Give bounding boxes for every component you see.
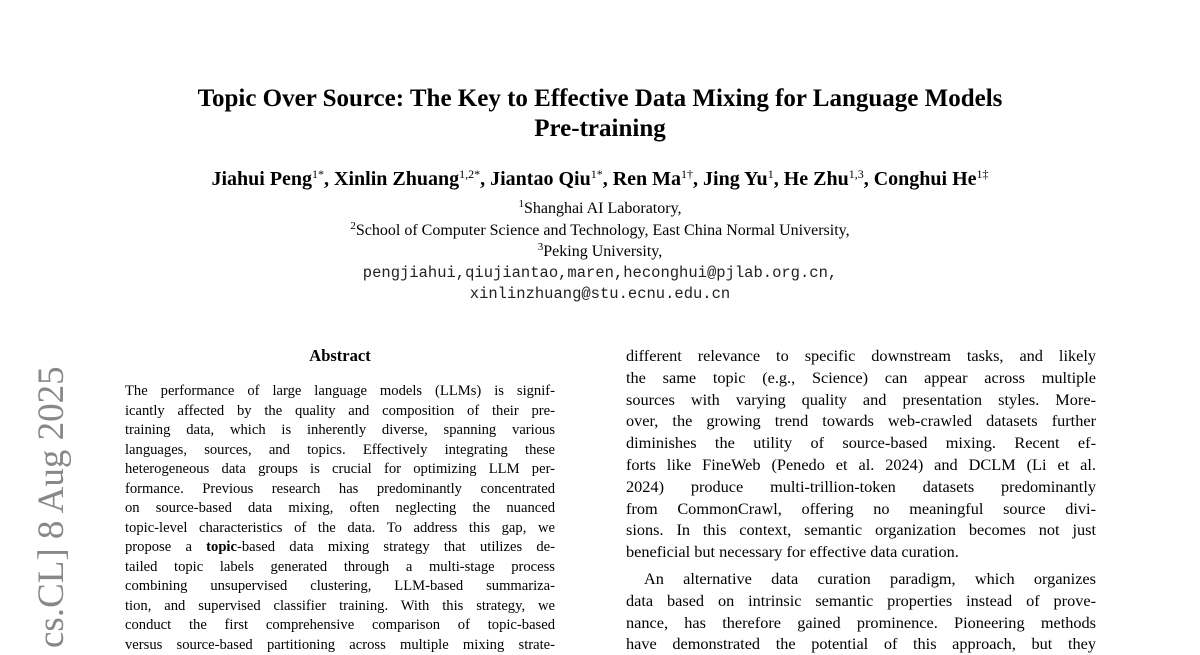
text-line: data based on intrinsic semantic properties instead of prove- xyxy=(626,590,1096,612)
email-line-2[interactable]: xinlinzhuang@stu.ecnu.edu.cn xyxy=(150,284,1050,306)
text-line: languages, sources, and topics. Effectively integrating these xyxy=(125,441,555,461)
text-line: on source-based data mixing, often neglecting the nuanced xyxy=(125,499,555,519)
text-line: from CommonCrawl, offering no meaningful source divi- xyxy=(626,498,1096,520)
text-line: tailed topic labels generated through a multi-stage process xyxy=(125,558,555,578)
text-line: An alternative data curation paradigm, which organizes xyxy=(626,568,1096,590)
text-line: diminishes the utility of source-based mixing. Recent ef- xyxy=(626,432,1096,454)
text-line: sources with varying quality and presentation styles. More- xyxy=(626,389,1096,411)
text-line: the same topic (e.g., Science) can appear across multiple xyxy=(626,367,1096,389)
author-affil-mark: 1‡ xyxy=(977,167,989,181)
author-name: Jiahui Peng xyxy=(211,168,312,190)
affiliation-2: $^2$School of Computer Science and Technology, East China Normal University, xyxy=(150,220,1050,242)
text-line: sions. In this context, semantic organization becomes not just xyxy=(626,519,1096,541)
text-line: have demonstrated the potential of this approach, but they xyxy=(626,633,1096,655)
text-line: icantly affected by the quality and composition of their pre- xyxy=(125,402,555,422)
abstract-body xyxy=(125,382,555,655)
text-line: beneficial but necessary for effective data curation. xyxy=(626,541,1096,563)
text-line: forts like FineWeb (Penedo et al. 2024) and DCLM (Li et al. xyxy=(626,454,1096,476)
author-affil-mark: 1* xyxy=(312,167,324,181)
title-line-1: Topic Over Source: The Key to Effective Data Mixing for Language Models xyxy=(100,84,1100,114)
title-line-2: Pre-training xyxy=(100,114,1100,144)
text-line: versus source-based partitioning across multiple mixing strate- xyxy=(125,636,555,655)
author-name: Jing Yu xyxy=(703,168,768,190)
text-line: combining unsupervised clustering, LLM-based summariza- xyxy=(125,577,555,597)
author-name: Conghui He xyxy=(874,168,977,190)
affiliation-3: $^3$Peking University, xyxy=(150,241,1050,263)
body-right-column xyxy=(626,345,1096,655)
affiliation-1: $^1$Shanghai AI Laboratory, xyxy=(150,198,1050,220)
author-name: Ren Ma xyxy=(613,168,681,190)
text-line: The performance of large language models (LLMs) is signif- xyxy=(125,382,555,402)
text-line: training data, which is inherently diverse, spanning various xyxy=(125,421,555,441)
affiliations xyxy=(150,198,1050,306)
text-line: tion, and supervised classifier training. With this strategy, we xyxy=(125,597,555,617)
author-list: Jiahui Peng$^{1*}$, Xinlin Zhuang$^{1,2*}$, Jiantao Qiu$^{1*}$, Ren $Ma^{1\dagger}$, Jing Yu$^1$, He Zhu$^{1,3}$, Conghui $He^{1\ddagger}$ xyxy=(60,166,1140,192)
author-affil-mark: 1,2* xyxy=(459,167,480,181)
text-line: conduct the first comprehensive comparison of topic-based xyxy=(125,616,555,636)
text-line: formance. Previous research has predominantly concentrated xyxy=(125,480,555,500)
body-paragraph xyxy=(626,345,1096,563)
author-affil-mark: 1† xyxy=(681,167,693,181)
text-line: topic-level characteristics of the data. To address this gap, we xyxy=(125,519,555,539)
author-name: He Zhu xyxy=(784,168,849,190)
text-line: nance, has therefore gained prominence. Pioneering methods xyxy=(626,612,1096,634)
text-line: heterogeneous data groups is crucial for optimizing LLM per- xyxy=(125,460,555,480)
author-affil-mark: 1,3 xyxy=(849,167,864,181)
abstract-heading: Abstract xyxy=(125,345,555,367)
author-name: Jiantao Qiu xyxy=(490,168,591,190)
arxiv-stamp: cs.CL] 8 Aug 2025 xyxy=(22,308,82,648)
text-line: over, the growing trend towards web-crawled datasets further xyxy=(626,410,1096,432)
email-line-1[interactable]: pengjiahui,qiujiantao,maren,heconghui@pjlab.org.cn, xyxy=(150,263,1050,285)
author-name: Xinlin Zhuang xyxy=(334,168,459,190)
author-affil-mark: 1* xyxy=(591,167,603,181)
body-paragraph xyxy=(626,568,1096,655)
author-affil-mark: 1 xyxy=(768,167,774,181)
text-line: different relevance to specific downstream tasks, and likely xyxy=(626,345,1096,367)
text-line: propose a topic-based data mixing strategy that utilizes de- xyxy=(125,538,555,558)
paper-title xyxy=(100,84,1100,144)
text-line: 2024) produce multi-trillion-token datasets predominantly xyxy=(626,476,1096,498)
